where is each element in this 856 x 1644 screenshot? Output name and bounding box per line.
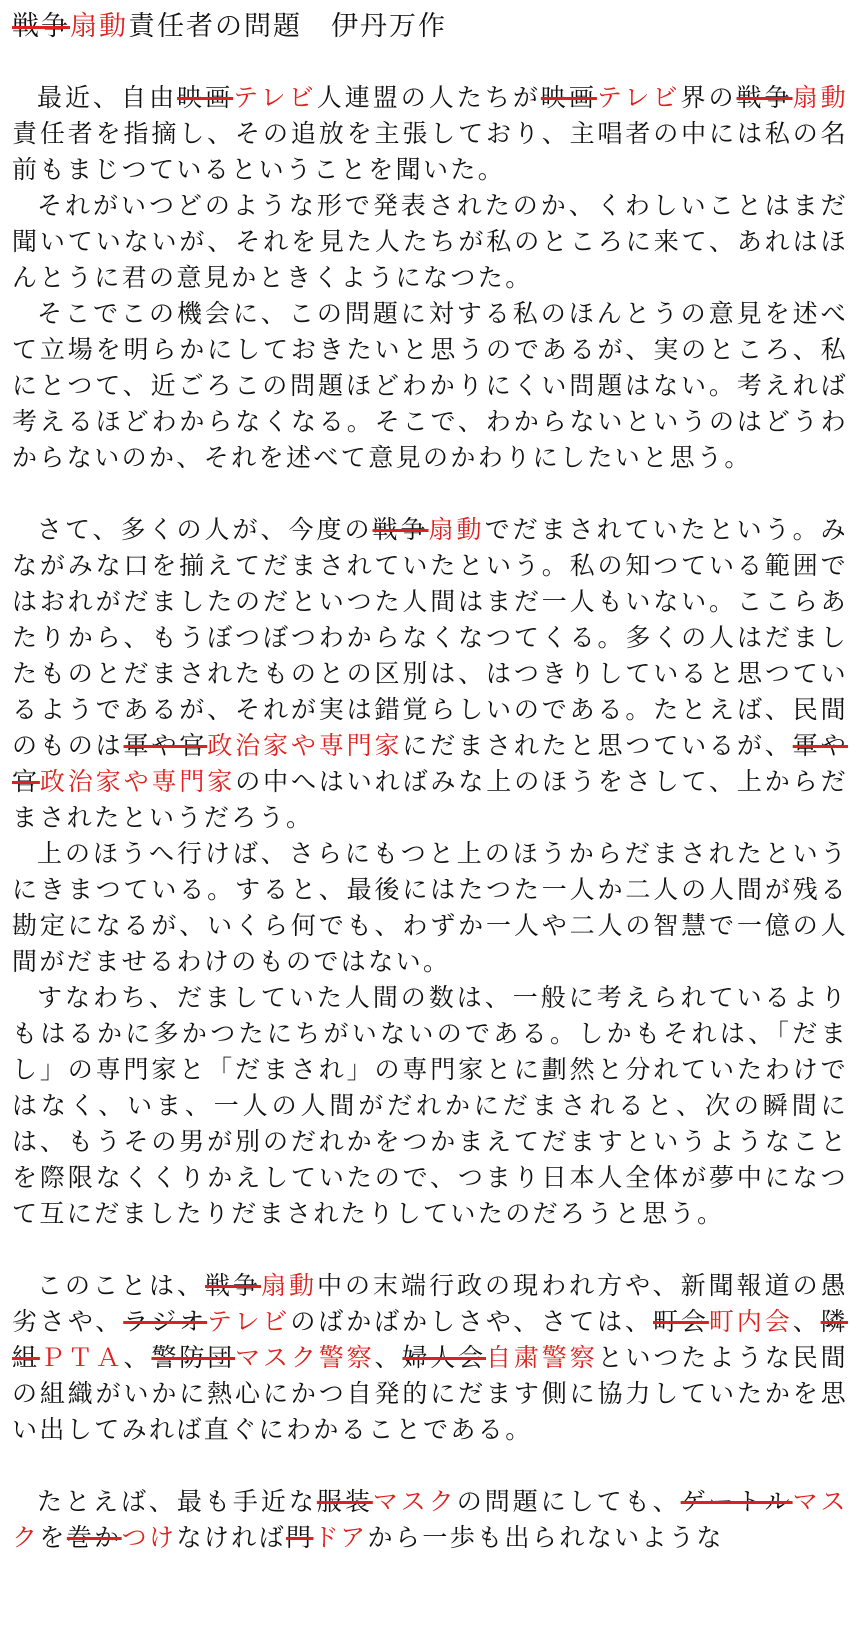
paragraph — [12, 296, 848, 476]
body-text: でだまされていたという。みながみな口を揃えてだまされていたという。私の知つている範囲ではおれがだましたのだといつた人間はまだ一人もいない。ここらあたりから、もうぼつぼつわからなくなつてくる。多くの人はだましたものとだまされたものとの区別は、はつきりしていると思つているようであるが、それが実は錯覚らしいのである。たとえば、民間のものは — [12, 515, 848, 760]
inserted-text: ＰＴＡ — [39, 1343, 124, 1372]
body-text: たとえば、最も手近な — [37, 1487, 317, 1516]
inserted-text: 政治家や専門家 — [207, 731, 403, 760]
body-text: 人連盟の人たちが — [316, 83, 541, 112]
deleted-text: 戦争 — [12, 11, 70, 42]
deleted-text: 戦争 — [736, 83, 793, 112]
body-text: といつたような民間の組織がいかに熱心にかつ自発的にだます側に協力していたかを思い出してみれば直ぐにわかることである。 — [12, 1343, 849, 1444]
body-text: から一歩も出られないような — [367, 1523, 724, 1552]
paragraph-gap — [12, 1232, 848, 1268]
deleted-text: 隣組 — [12, 1307, 849, 1372]
body-text: にだまされたと思つているが、 — [402, 731, 793, 760]
inserted-text: テレビ — [596, 83, 681, 112]
deleted-text: 戦争 — [205, 1271, 262, 1300]
deleted-text: 映画 — [540, 83, 597, 112]
inserted-text: テレビ — [233, 83, 317, 112]
paragraph — [12, 980, 848, 1232]
deleted-text: 門 — [286, 1523, 314, 1552]
inserted-text: マスク — [372, 1487, 457, 1516]
paragraph-gap — [12, 476, 848, 512]
body-text: それがいつどのような形で発表されたのか、くわしいことはまだ聞いていないが、それを見た人たちが私のところに来て、あれはほんとうに君の意見かときくようになつた。 — [12, 191, 848, 292]
deleted-text: 軍や官 — [123, 731, 208, 760]
inserted-text: 自粛警察 — [486, 1343, 598, 1372]
deleted-text: 婦人会 — [402, 1343, 487, 1372]
body-text: 、 — [123, 1343, 152, 1372]
body-text: このことは、 — [37, 1271, 206, 1300]
paragraph — [12, 1268, 848, 1448]
paragraph — [12, 836, 848, 980]
document-page — [12, 8, 848, 1556]
deleted-text: 映画 — [177, 83, 234, 112]
deleted-text: 軍や官 — [12, 731, 848, 796]
title-text: 責任者の問題 — [128, 11, 302, 42]
paragraph — [12, 80, 848, 188]
body-text: の中へはいればみな上のほうをさして、上からだまされたというだろう。 — [12, 767, 848, 832]
inserted-text: 扇動 — [428, 515, 485, 544]
body-text: すなわち、だましていた人間の数は、一般に考えられているよりもはるかに多かつたにちがいないのである。しかもそれは、「だまし」の専門家と「だまされ」の専門家とに劃然と分れていたわけではなく、いま、一人の人間がだれかにだまされると、次の瞬間には、もうその男が別のだれかをつかまえてだますというようなことを際限なくくりかえしていたので、つまり日本人全体が夢中になつて互にだましたりだまされたりしていたのだろうと思う。 — [12, 983, 848, 1228]
deleted-text: 巻か — [66, 1523, 122, 1552]
inserted-text: 扇動 — [792, 83, 848, 112]
deleted-text: ゲートル — [680, 1487, 793, 1516]
body-text: 責任者を指摘し、その追放を主張しており、主唱者の中には私の名前もまじつているということを聞いた。 — [12, 119, 848, 184]
paragraph-gap — [12, 1448, 848, 1484]
body-text: を — [39, 1523, 67, 1552]
body-text: なければ — [176, 1523, 287, 1552]
deleted-text: 服装 — [316, 1487, 373, 1516]
body-text: 、 — [792, 1307, 821, 1336]
body-text: のばかばかしさや、さては、 — [290, 1307, 653, 1336]
deleted-text: 戦争 — [372, 515, 429, 544]
inserted-text: ドア — [313, 1523, 368, 1552]
body-text: 界の — [680, 83, 737, 112]
document-title — [12, 8, 848, 46]
inserted-text: つけ — [121, 1523, 177, 1552]
author-name: 伊丹万作 — [331, 11, 447, 42]
inserted-text: マスク警察 — [235, 1343, 375, 1372]
inserted-text: 町内会 — [708, 1307, 793, 1336]
body-text: さて、多くの人が、今度の — [37, 515, 373, 544]
deleted-text: 警防団 — [151, 1343, 236, 1372]
inserted-text: マスク — [12, 1487, 848, 1552]
body-text: の問題にしても、 — [456, 1487, 681, 1516]
deleted-text: ラジオ — [123, 1307, 208, 1336]
inserted-text: 扇動 — [261, 1271, 318, 1300]
body-text: 最近、自由 — [37, 83, 178, 112]
paragraph — [12, 1484, 848, 1556]
body-text: 上のほうへ行けば、さらにもつと上のほうからだまされたというにきまつている。すると、最後にはたつた一人か二人の人間が残る勘定になるが、いくら何でも、わずか一人や二人の智慧で一億の人間がだませるわけのものではない。 — [12, 839, 848, 976]
paragraph — [12, 188, 848, 296]
paragraph — [12, 512, 848, 836]
body-text: 、 — [374, 1343, 403, 1372]
document-body — [12, 80, 848, 1556]
body-text: そこでこの機会に、この問題に対する私のほんとうの意見を述べて立場を明らかにしておきたいと思うのであるが、実のところ、私にとつて、近ごろこの問題ほどわかりにくい問題はない。考えれば考えるほどわからなくなる。そこで、わからないというのはどうわからないのか、それを述べて意見のかわりにしたいと思う。 — [12, 299, 848, 472]
body-text: 中の末端行政の現われ方や、新聞報道の愚劣さや、 — [12, 1271, 848, 1336]
inserted-text: テレビ — [207, 1307, 291, 1336]
inserted-text: 扇動 — [70, 11, 128, 42]
deleted-text: 町会 — [653, 1307, 709, 1336]
inserted-text: 政治家や専門家 — [39, 767, 236, 796]
